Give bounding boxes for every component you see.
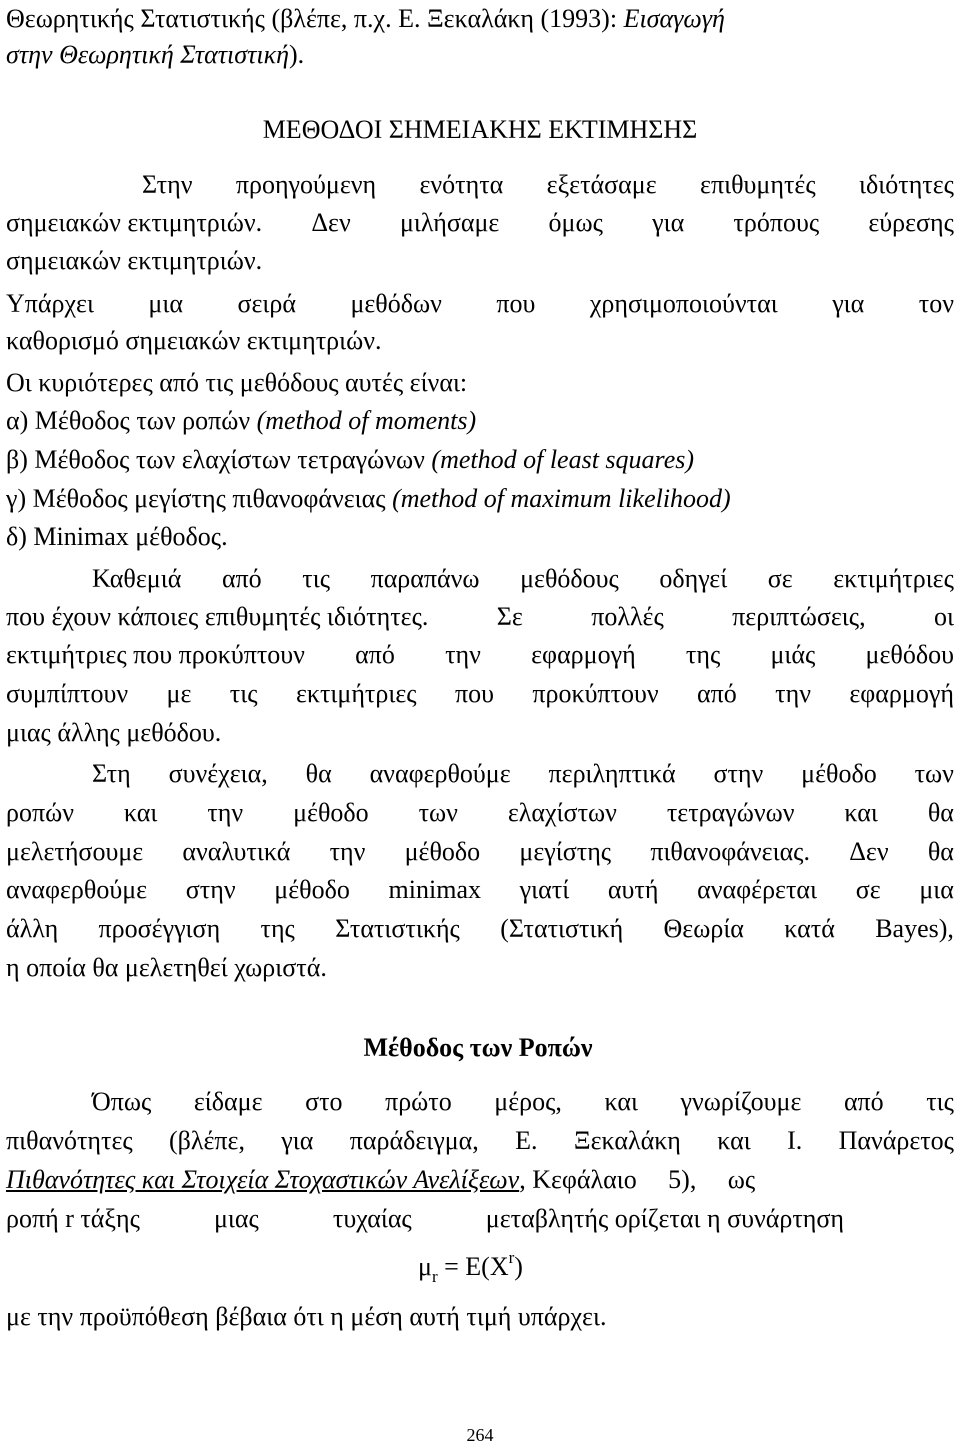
word: την [329, 837, 366, 866]
word: γνωρίζουμε [680, 1087, 802, 1116]
intro-line-1 [6, 2, 954, 36]
word: Σε [496, 602, 523, 631]
word: από [221, 564, 262, 593]
word: για [652, 208, 685, 237]
word: μέθοδο [404, 837, 481, 866]
word: παράδειγμα, [349, 1126, 479, 1155]
word: που [496, 289, 536, 318]
word: των [418, 798, 458, 827]
word: οδηγεί [659, 564, 728, 593]
intro-text: Θεωρητικής Στατιστικής (βλέπε, π.χ. Ε. Ξεκαλάκη (1993): [6, 4, 624, 33]
method-label: α) Μέθοδος των ροπών [6, 406, 257, 435]
word: αναφέρεται [697, 875, 818, 904]
word: αυτή [607, 875, 659, 904]
word: μέρος, [494, 1087, 562, 1116]
word: Στατιστικής [335, 914, 460, 943]
word: Δεν [311, 208, 351, 237]
word: μεγίστης [519, 837, 612, 866]
word: ροπών [6, 798, 74, 827]
word: πιθανοφάνειας. [650, 837, 810, 866]
word: θα [927, 837, 954, 866]
p1-line-3: σημειακών εκτιμητριών. [6, 246, 263, 275]
formula-expression: = E(X [437, 1252, 509, 1281]
method-english: (method of moments) [256, 406, 477, 435]
method-item-a [6, 404, 954, 438]
word: γιατί [519, 875, 570, 904]
formula-close: ) [514, 1252, 523, 1281]
word: της [685, 640, 721, 669]
word: μιάς [770, 640, 816, 669]
word: εκτιμήτριες [295, 679, 417, 708]
word: , Κεφάλαιο [519, 1165, 637, 1194]
word: ιδιότητες [859, 170, 954, 199]
word: προηγούμενη [235, 170, 377, 199]
word: σειρά [237, 289, 296, 318]
word: μιλήσαμε [399, 208, 500, 237]
word: εφαρμογή [849, 679, 954, 708]
word: χρησιμοποιούνται [589, 289, 778, 318]
word: εκτιμήτριες που προκύπτουν [6, 640, 305, 669]
word: θα [927, 798, 954, 827]
word: ροπή r τάξης [6, 1204, 140, 1233]
p4-line-1 [92, 562, 954, 596]
word: Υπάρχει [6, 289, 94, 318]
word: για [832, 289, 865, 318]
word: πρώτο [385, 1087, 452, 1116]
word: οι [934, 602, 954, 631]
word: την [445, 640, 481, 669]
word: περιληπτικά [548, 759, 676, 788]
section-title-point-estimation: ΜΕΘΟΔΟΙ ΣΗΜΕΙΑΚΗΣ ΕΚΤΙΜΗΣΗΣ [262, 115, 698, 144]
word: που [454, 679, 494, 708]
word: προσέγγιση [98, 914, 221, 943]
word: την [775, 679, 811, 708]
word: από [843, 1087, 884, 1116]
word: μέθοδο [801, 759, 877, 788]
s2-line-4 [6, 1202, 844, 1236]
word: σε [767, 564, 793, 593]
word: και [844, 798, 878, 827]
word: παραπάνω [370, 564, 480, 593]
word: της [260, 914, 295, 943]
word: και [604, 1087, 638, 1116]
word: στην [185, 875, 236, 904]
word: προκύπτουν [532, 679, 659, 708]
word: Δεν [849, 837, 889, 866]
word: που έχουν κάποιες επιθυμητές ιδιότητες. [6, 602, 429, 631]
word: minimax [388, 875, 481, 904]
word: μέθοδο [293, 798, 369, 827]
word: των [914, 759, 954, 788]
section-title-method-of-moments: Μέθοδος των Ροπών [363, 1033, 593, 1062]
word: 5), [668, 1165, 697, 1194]
word: στο [305, 1087, 343, 1116]
word: μέθοδο [274, 875, 350, 904]
word: τις [229, 679, 258, 708]
p5-line-5 [6, 912, 954, 946]
word: σημειακών εκτιμητριών. [6, 208, 263, 237]
word: και [717, 1126, 751, 1155]
word: την [207, 798, 244, 827]
word: άλλη [6, 914, 59, 943]
book-title-link: Πιθανότητες και Στοιχεία Στοχαστικών Ανελίξεων [6, 1165, 520, 1194]
word: Θεωρία [663, 914, 744, 943]
x-superscript: r [508, 1248, 515, 1267]
method-label: β) Μέθοδος των ελαχίστων τετραγώνων [6, 445, 432, 474]
word: κατά [784, 914, 835, 943]
word: αναφερθούμε [6, 875, 148, 904]
word: τυχαίας [332, 1204, 412, 1233]
word: ελαχίστων [507, 798, 617, 827]
s2-line-5: με την προϋπόθεση βέβαια ότι η μέση αυτή τιμή υπάρχει. [6, 1302, 607, 1331]
word: Καθεμιά [92, 564, 182, 593]
word: πολλές [591, 602, 664, 631]
p5-line-1 [92, 757, 954, 791]
word: μιας [213, 1204, 259, 1233]
method-item-d [6, 520, 954, 554]
word: Όπως [92, 1087, 152, 1116]
p4-line-5: μιας άλλης μεθόδου. [6, 718, 222, 747]
word: Στη [92, 759, 131, 788]
method-english: (method of maximum likelihood) [392, 484, 731, 513]
word: Ξεκαλάκη [573, 1126, 681, 1155]
p2-line-2: καθορισμό σημειακών εκτιμητριών. [6, 326, 382, 355]
p4-line-3 [6, 638, 954, 672]
word: από [697, 679, 737, 708]
p1-line-2 [6, 206, 954, 240]
p4-line-4 [6, 677, 954, 711]
word: επιθυμητές [700, 170, 816, 199]
method-english: (method of least squares) [431, 445, 695, 474]
p4-line-2 [6, 600, 954, 634]
word: περιπτώσεις, [732, 602, 866, 631]
intro-book-title-part2: στην Θεωρητική Στατιστική [6, 40, 290, 69]
word: μεταβλητής ορίζεται η συνάρτηση [485, 1204, 844, 1233]
p2-line-1 [6, 287, 954, 321]
p3-line-1: Οι κυριότερες από τις μεθόδους αυτές είναι: [6, 368, 468, 397]
word: μεθόδων [350, 289, 442, 318]
moment-formula [418, 1241, 523, 1294]
p1-line-1 [142, 168, 954, 202]
word: σε [855, 875, 881, 904]
s2-line-3-rest [519, 1163, 755, 1197]
word: Πανάρετος [838, 1126, 954, 1155]
word: μελετήσουμε [6, 837, 144, 866]
word: εύρεσης [868, 208, 954, 237]
word: ως [727, 1165, 756, 1194]
word: τον [918, 289, 954, 318]
method-label: γ) Μέθοδος μεγίστης πιθανοφάνειας [6, 484, 393, 513]
p5-line-6: η οποία θα μελετηθεί χωριστά. [6, 953, 327, 982]
word: για [281, 1126, 314, 1155]
word: Στην [142, 170, 193, 199]
method-item-c [6, 482, 954, 516]
s2-line-3 [6, 1163, 954, 1197]
word: συνέχεια, [168, 759, 268, 788]
word: αναφερθούμε [369, 759, 511, 788]
s2-line-1 [92, 1085, 954, 1119]
word: αναλυτικά [182, 837, 291, 866]
word: (Στατιστική [500, 914, 624, 943]
s2-line-2 [6, 1124, 954, 1158]
mu-symbol: μ [418, 1252, 432, 1281]
intro-book-title-part1: Εισαγωγή [623, 4, 725, 33]
word: εκτιμήτριες [833, 564, 954, 593]
intro-line-2 [6, 38, 954, 72]
method-item-b [6, 443, 954, 477]
word: Ε. [515, 1126, 538, 1155]
p5-line-3 [6, 835, 954, 869]
word: (βλέπε, [169, 1126, 245, 1155]
intro-line-end: ). [289, 40, 305, 69]
word: μια [148, 289, 183, 318]
p5-line-2 [6, 796, 954, 830]
word: ενότητα [419, 170, 504, 199]
word: στην [713, 759, 764, 788]
word: είδαμε [193, 1087, 263, 1116]
word: πιθανότητες [6, 1126, 133, 1155]
word: εξετάσαμε [546, 170, 657, 199]
word: τις [926, 1087, 954, 1116]
word: μεθόδου [865, 640, 954, 669]
word: και [123, 798, 158, 827]
method-label: δ) Minimax μέθοδος. [6, 522, 228, 551]
word: θα [305, 759, 332, 788]
mu-subscript: r [431, 1267, 438, 1286]
word: μεθόδους [520, 564, 619, 593]
word: τρόπους [733, 208, 820, 237]
word: εφαρμογή [531, 640, 636, 669]
page-number: 264 [466, 1425, 494, 1445]
word: Ι. [787, 1126, 803, 1155]
word: τις [302, 564, 330, 593]
p5-line-4 [6, 873, 954, 907]
word: όμως [548, 208, 603, 237]
word: μια [919, 875, 954, 904]
word: συμπίπτουν [6, 679, 129, 708]
word: τετραγώνων [666, 798, 795, 827]
word: από [355, 640, 395, 669]
word: με [166, 679, 192, 708]
word: Bayes), [875, 914, 954, 943]
